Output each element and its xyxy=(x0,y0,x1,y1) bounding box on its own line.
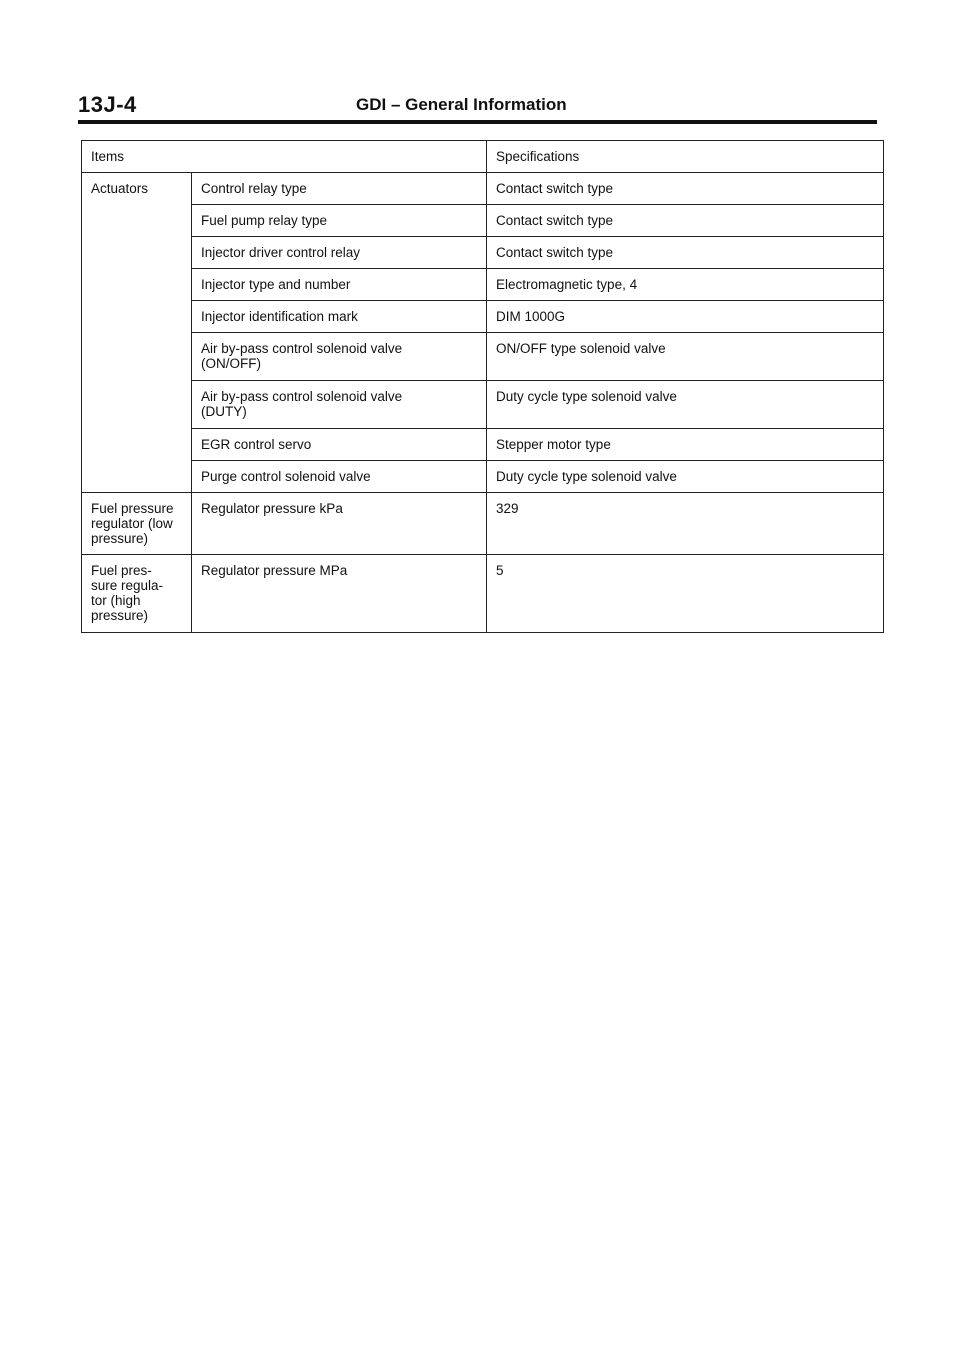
specifications-table xyxy=(81,140,884,633)
item-cell: Regulator pressure MPa xyxy=(192,555,487,633)
spec-cell: 5 xyxy=(487,555,884,633)
header-rule xyxy=(78,120,877,124)
table-row xyxy=(82,493,884,555)
spec-cell: Duty cycle type solenoid valve xyxy=(487,461,884,493)
table-row xyxy=(82,381,884,429)
page-title: GDI – General Information xyxy=(356,95,567,114)
item-cell: Purge control solenoid valve xyxy=(192,461,487,493)
item-cell: Fuel pump relay type xyxy=(192,205,487,237)
table-header-row xyxy=(82,141,884,173)
group-label-fuel-pressure-regulator-high: Fuel pres- sure regula- tor (high pressure) xyxy=(82,555,192,633)
column-header-specifications: Specifications xyxy=(487,141,884,173)
table-row xyxy=(82,429,884,461)
spec-cell: ON/OFF type solenoid valve xyxy=(487,333,884,381)
spec-cell: 329 xyxy=(487,493,884,555)
item-cell: Air by-pass control solenoid valve (ON/OFF) xyxy=(192,333,487,381)
page-number: 13J-4 xyxy=(78,92,137,117)
spec-cell: Contact switch type xyxy=(487,173,884,205)
spec-cell: Contact switch type xyxy=(487,237,884,269)
item-cell: Regulator pressure kPa xyxy=(192,493,487,555)
group-label-actuators: Actuators xyxy=(82,173,192,493)
item-cell: Control relay type xyxy=(192,173,487,205)
table-row xyxy=(82,333,884,381)
item-cell: Injector identification mark xyxy=(192,301,487,333)
spec-cell: Contact switch type xyxy=(487,205,884,237)
table-row xyxy=(82,555,884,633)
spec-cell: Stepper motor type xyxy=(487,429,884,461)
table-row xyxy=(82,173,884,205)
item-cell: Injector driver control relay xyxy=(192,237,487,269)
spec-cell: Electromagnetic type, 4 xyxy=(487,269,884,301)
table-row xyxy=(82,269,884,301)
table-row xyxy=(82,205,884,237)
column-header-items: Items xyxy=(82,141,487,173)
table-row xyxy=(82,301,884,333)
table-row xyxy=(82,237,884,269)
item-cell: Air by-pass control solenoid valve (DUTY) xyxy=(192,381,487,429)
item-cell: Injector type and number xyxy=(192,269,487,301)
group-label-fuel-pressure-regulator-low: Fuel pressure regulator (low pressure) xyxy=(82,493,192,555)
table-row xyxy=(82,461,884,493)
page-header xyxy=(78,92,875,120)
item-cell: EGR control servo xyxy=(192,429,487,461)
spec-cell: Duty cycle type solenoid valve xyxy=(487,381,884,429)
spec-cell: DIM 1000G xyxy=(487,301,884,333)
